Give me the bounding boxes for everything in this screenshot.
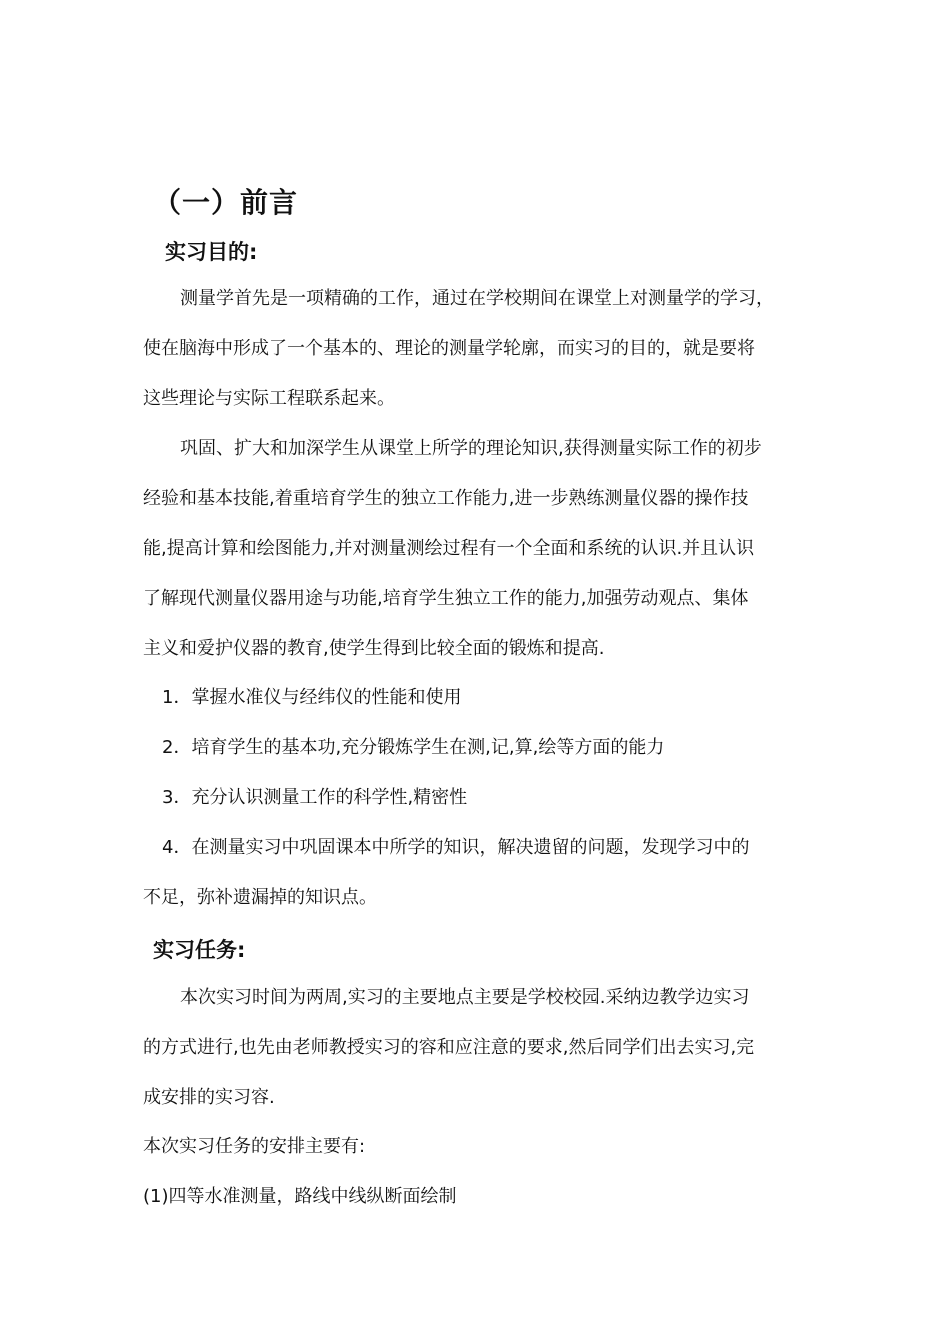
tasks-paragraph-line2: 的方式进行,也先由老师教授实习的容和应注意的要求,然后同学们出去实习,完 [143, 1037, 755, 1058]
section-heading-tasks: 实习任务: [153, 938, 246, 962]
purpose-paragraph1-line1: 测量学首先是一项精确的工作，通过在学校期间在课堂上对测量学的学习， [180, 288, 774, 309]
list-item-continuation: 不足，弥补遗漏掉的知识点。 [143, 887, 377, 908]
purpose-paragraph2-line3: 能,提高计算和绘图能力,并对测量测绘过程有一个全面和系统的认识.并且认识 [143, 538, 755, 559]
purpose-paragraph1-line2: 使在脑海中形成了一个基本的、理论的测量学轮廓，而实习的目的，就是要将 [143, 338, 755, 359]
tasks-item1: (1)四等水准测量，路线中线纵断面绘制 [143, 1186, 457, 1207]
purpose-paragraph2-line4: 了解现代测量仪器用途与功能,培育学生独立工作的能力,加强劳动观点、集体 [143, 588, 749, 609]
purpose-paragraph2-line1: 巩固、扩大和加深学生从课堂上所学的理论知识,获得测量实际工作的初步 [180, 438, 762, 459]
list-item: 2．培育学生的基本功,充分锻炼学生在测,记,算,绘等方面的能力 [162, 737, 665, 758]
section-heading-purpose: 实习目的: [165, 240, 258, 264]
purpose-paragraph2-line5: 主义和爱护仪器的教育,使学生得到比较全面的锻炼和提高. [143, 638, 605, 659]
main-heading: （一）前言 [153, 186, 299, 219]
purpose-paragraph1-line3: 这些理论与实际工程联系起来。 [143, 388, 395, 409]
tasks-paragraph-line1: 本次实习时间为两周,实习的主要地点主要是学校校园.采纳边教学边实习 [180, 987, 750, 1008]
tasks-paragraph-line3: 成安排的实习容. [143, 1087, 275, 1108]
list-item: 1．掌握水准仪与经纬仪的性能和使用 [162, 687, 462, 708]
list-item: 4．在测量实习中巩固课本中所学的知识，解决遗留的问题，发现学习中的 [162, 837, 750, 858]
list-item: 3．充分认识测量工作的科学性,精密性 [162, 787, 468, 808]
purpose-paragraph2-line2: 经验和基本技能,着重培育学生的独立工作能力,进一步熟练测量仪器的操作技 [143, 488, 749, 509]
tasks-intro: 本次实习任务的安排主要有: [143, 1136, 366, 1157]
